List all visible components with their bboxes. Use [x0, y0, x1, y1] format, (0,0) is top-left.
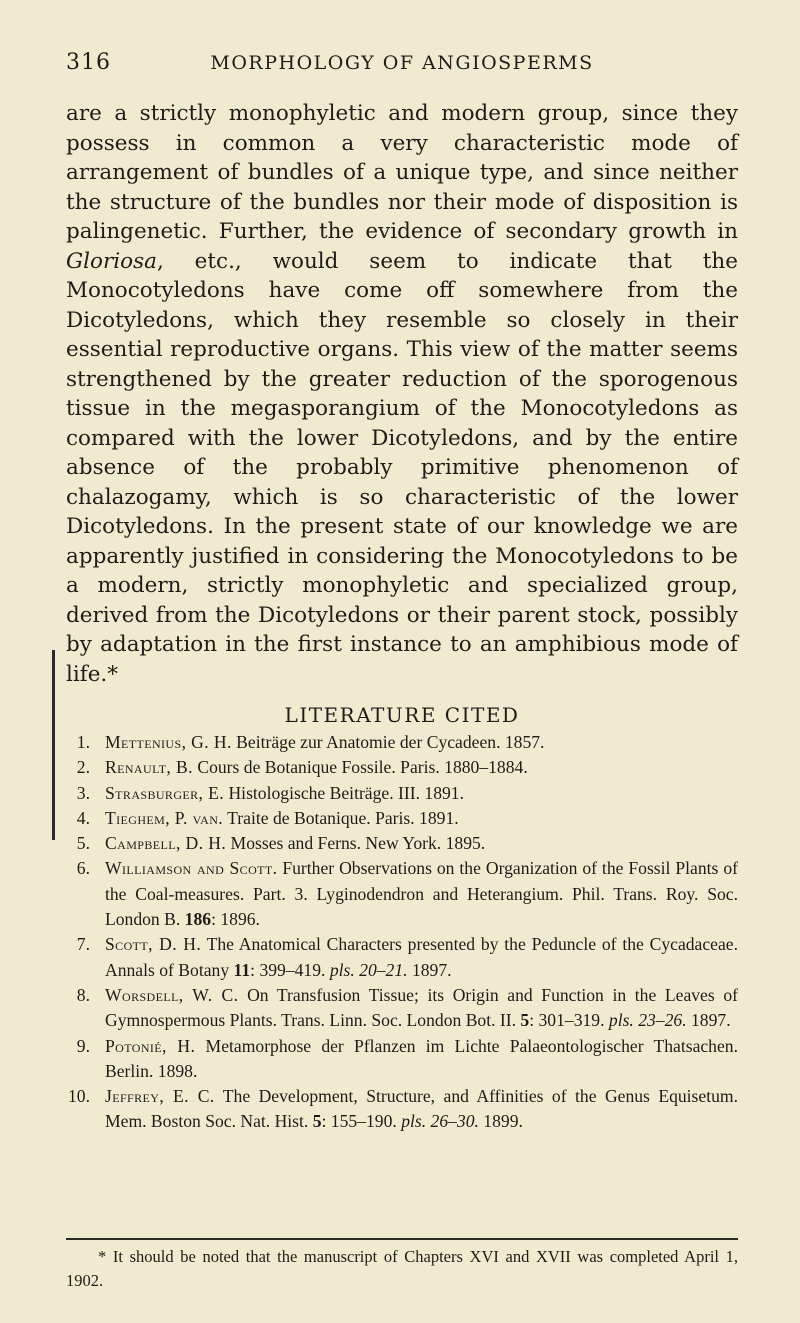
- footnote-rule: [66, 1238, 738, 1240]
- reference-author: Williamson and Scott.: [105, 858, 278, 879]
- reference-text: Traite de Botanique. Paris. 1891.: [223, 807, 459, 828]
- reference-number: 9.: [76, 1035, 90, 1056]
- body-text-part-2: , etc., would seem to indicate that the Monocotyledons have come off somewhere from the Dicotyledons, which they resemble so closely in their essential reproductive organs. This view of the matter seems strengthened by the greater reduction of the sporogenous tissue in the megasporangium of the Monocotyledons as compared with the lower Dicotyledons, and by the entire absence of the probably primitive phenomenon of chalazogamy, which is so characteristic of the lower Dicotyledons. In the present state of our knowledge we are apparently justified in considering the Monocotyledons to be a modern, strictly monophyletic and specialized group, derived from the Dicotyledons or their parent stock, possibly by adaptation in the first instance to an amphibious mode of life.*: [66, 248, 738, 687]
- reference-text: Beiträge zur Anatomie der Cycadeen. 1857.: [231, 732, 545, 752]
- reference-item: [66, 806, 738, 831]
- reference-plates: pls. 20–21.: [329, 959, 408, 980]
- reference-text: On Transfusion Tissue; its Origin and Function in the Leaves of Gymnospermous Plants. Trans. Linn. Soc. London Bot. II.: [105, 984, 738, 1031]
- reference-plates: pls. 23–26.: [608, 1010, 687, 1031]
- reference-text: Further Observations on the Organization of the Fossil Plants of the Coal-measures. Part. 3. Lyginodendron and Heterangium. Phil. Trans. Roy. Soc. London B.: [105, 858, 738, 930]
- reference-plates: pls. 26–30.: [401, 1111, 479, 1132]
- reference-item: [66, 1034, 738, 1085]
- reference-item: [66, 983, 738, 1034]
- reference-pages: : 301–319.: [529, 1010, 609, 1031]
- reference-author: Tieghem, P. van.: [105, 807, 224, 828]
- reference-author: Strasburger, E.: [105, 782, 225, 803]
- reference-year: 1897.: [407, 959, 452, 980]
- page-number: 316: [66, 50, 111, 75]
- reference-number: 6.: [76, 858, 90, 879]
- reference-author: Renault, B.: [105, 757, 193, 778]
- reference-number: 7.: [76, 934, 90, 955]
- body-text-part-1: are a strictly monophyletic and modern group, since they possess in common a very characteristic mode of arrangement of bundles of a unique type, and since neither the structure of the bundles nor their mode of disposition is palingenetic. Further, the evidence of secondary growth in: [66, 101, 738, 244]
- reference-year: 1897.: [686, 1010, 731, 1031]
- reference-text: The Development, Structure, and Affinities of the Genus Equisetum. Mem. Boston Soc. Nat. Hist.: [105, 1086, 738, 1132]
- reference-author: Potonié, H.: [105, 1035, 196, 1056]
- literature-heading: LITERATURE CITED: [284, 703, 520, 727]
- reference-number: 10.: [68, 1086, 90, 1107]
- reference-number: 5.: [76, 833, 90, 854]
- reference-item: [66, 755, 738, 780]
- reference-author: Campbell, D. H.: [105, 833, 227, 854]
- body-text: [66, 99, 738, 689]
- reference-list: [66, 730, 738, 1135]
- reference-item: [66, 831, 738, 856]
- reference-number: 1.: [76, 732, 90, 752]
- reference-volume: 5: [520, 1010, 530, 1031]
- reference-author: Scott, D. H.: [105, 934, 202, 955]
- reference-number: 3.: [76, 782, 90, 803]
- reference-item: [66, 781, 738, 806]
- genus-name: Gloriosa: [66, 248, 157, 274]
- reference-item: [66, 932, 738, 983]
- reference-author: Jeffrey, E. C.: [105, 1086, 215, 1107]
- reference-year: 1899.: [478, 1111, 523, 1132]
- reference-number: 2.: [76, 757, 90, 778]
- reference-pages: : 155–190.: [321, 1111, 402, 1132]
- margin-mark: [52, 650, 55, 840]
- reference-text: The Anatomical Characters presented by the Peduncle of the Cycadaceae. Annals of Botany: [105, 934, 738, 980]
- reference-item: [66, 1084, 738, 1135]
- reference-volume: 5: [312, 1111, 322, 1132]
- reference-item: [66, 856, 738, 932]
- reference-volume: 11: [233, 959, 251, 980]
- reference-text: Cours de Botanique Fossile. Paris. 1880–1884.: [192, 757, 528, 778]
- page-header: [66, 50, 738, 80]
- reference-number: 8.: [76, 984, 90, 1005]
- reference-volume: 186: [184, 909, 212, 930]
- footnote: * It should be noted that the manuscript of Chapters XVI and XVII was completed April 1, 1902.: [66, 1247, 738, 1290]
- reference-author: Worsdell, W. C.: [105, 984, 239, 1005]
- reference-pages: : 1896.: [211, 909, 260, 930]
- reference-pages: : 399–419.: [250, 959, 330, 980]
- reference-item: [66, 730, 738, 755]
- running-title: MORPHOLOGY OF ANGIOSPERMS: [210, 52, 594, 74]
- reference-author: Mettenius, G. H.: [105, 732, 232, 752]
- reference-number: 4.: [76, 807, 90, 828]
- reference-text: Metamorphose der Pflanzen im Lichte Palaeontologischer Thatsachen. Berlin. 1898.: [105, 1035, 738, 1081]
- reference-text: Mosses and Ferns. New York. 1895.: [226, 833, 486, 854]
- body-paragraph: [66, 99, 738, 689]
- reference-text: Histologische Beiträge. III. 1891.: [224, 782, 464, 803]
